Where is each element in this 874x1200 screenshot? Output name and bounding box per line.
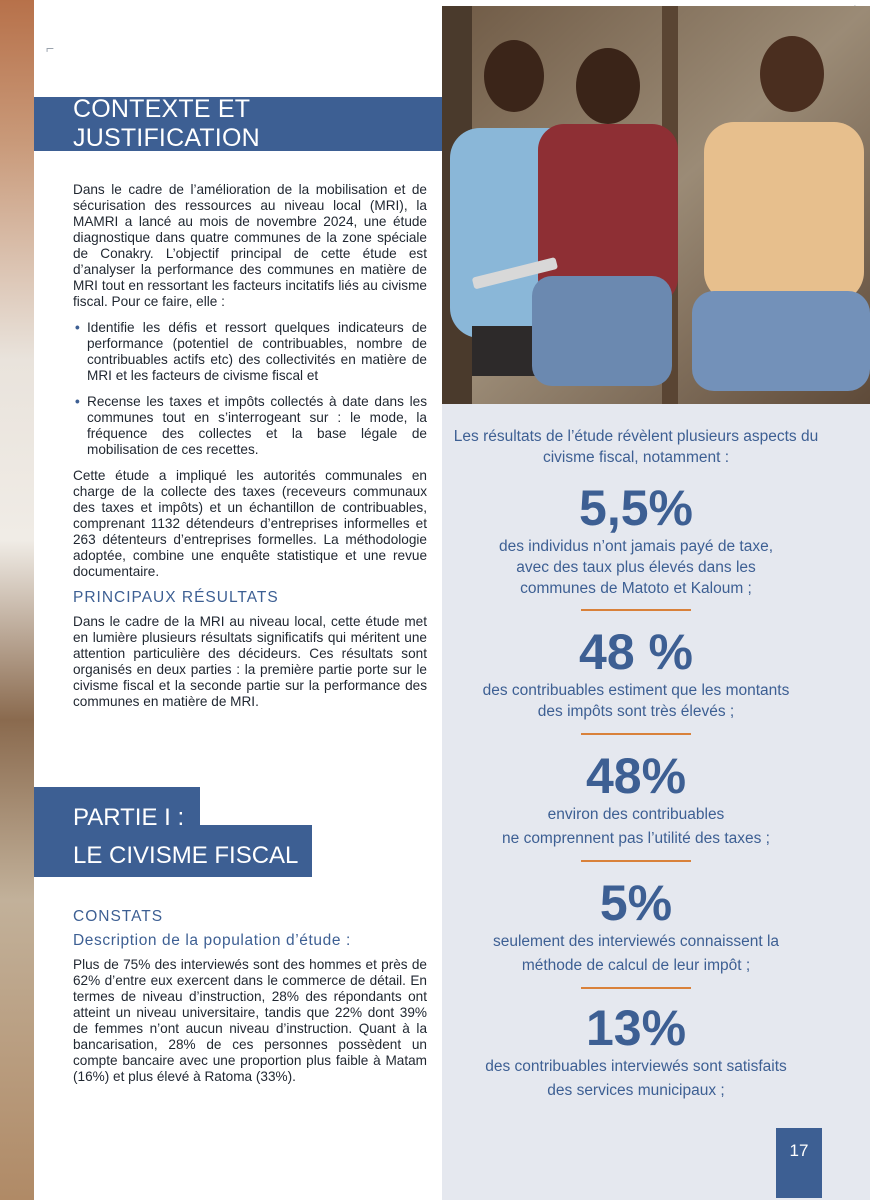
stat-desc-line: des individus n’ont jamais payé de taxe,: [499, 538, 773, 555]
stat-value: 48 %: [579, 624, 693, 680]
stat-block: [442, 624, 830, 722]
list-item: • Recense les taxes et impôts collectés à date dans les communes tout en s’interrogeant sur : le mode, la fréquence des collectes et la base légale de mobilisation de ces recettes.: [73, 394, 427, 458]
partie-line2: LE CIVISME FISCAL: [73, 842, 299, 869]
family-photo-illustration: [442, 6, 870, 404]
study-paragraph: Cette étude a impliqué les autorités communales en charge de la collecte des taxes (receveurs communaux des taxes et impôts) et un échantillon de contribuables, comprenant 1132 détendeurs d’entreprises informelles et 263 détenteurs d’entreprises formelles. La méthodologie adoptée, combine une enquête statistique et une revue documentaire.: [73, 468, 427, 579]
crop-mark-icon: ⌐: [46, 40, 55, 56]
stat-block: [442, 1000, 830, 1101]
stat-value: 48%: [585, 748, 687, 804]
stat-desc-line: des contribuables estiment que les montants: [482, 682, 790, 699]
description-paragraph: Plus de 75% des interviewés sont des hommes et près de 62% d’entre eux exercent dans le commerce de détail. En termes de niveau d’instruction, 28% des répondants ont atteint un niveau universitaire, tandis que 22% dont 39% de femmes n’ont aucun niveau d’instruction. Quant à la bancarisation, 28% de ces personnes possèdent un compte bancaire avec une proportion plus faible à Matam (16%) et plus élevé à Ratoma (33%).: [73, 957, 427, 1084]
partie-line1: PARTIE I :: [73, 804, 185, 831]
stat-block: [442, 480, 830, 599]
stat-divider: [581, 609, 691, 611]
context-paragraph: Dans le cadre de l’amélioration de la mobilisation et de sécurisation des ressources au niveau local (MRI), la MAMRI a lancé au mois de novembre 2024, une étude diagnostique dans quatre communes de la zone spéciale de Conakry. L’objectif principal de cette étude est d’analyser la performance des communes en matière de MRI tout en ressortant les facteurs incitatifs liés au civisme fiscal. Pour ce faire, elle :: [73, 182, 427, 309]
partie-heading: [73, 799, 298, 875]
stat-desc-line: des contribuables interviewés sont satisfaits: [485, 1058, 787, 1075]
principaux-heading: PRINCIPAUX RÉSULTATS: [73, 589, 279, 606]
stat-divider: [581, 860, 691, 862]
stat-value: 5%: [599, 875, 673, 931]
stat-value: 13%: [585, 1000, 687, 1056]
list-item: • Identifie les défis et ressort quelques indicateurs de performance (potentiel de contribuables, nombre de contribuables actifs etc) des collectivités en matière de MRI et les facteurs de civisme fiscal et: [73, 320, 427, 384]
constats-heading: CONSTATS: [73, 908, 164, 925]
stat-divider: [581, 733, 691, 735]
principaux-paragraph: Dans le cadre de la MRI au niveau local, cette étude met en lumière plusieurs résultats significatifs qui méritent une attention particulière des décideurs. Ces résultats sont organisés en deux parties : la première partie porte sur le civisme fiscal et la seconde partie sur la performance des communes en matière de MRI.: [73, 614, 427, 709]
stat-block: [442, 748, 830, 849]
section-title-bar: [34, 97, 442, 151]
stat-desc-line: environ des contribuables: [547, 806, 725, 823]
description-heading: Description de la population d’étude :: [73, 932, 351, 949]
results-intro: Les résultats de l’étude révèlent plusieurs aspects du civisme fiscal, notamment :: [453, 428, 819, 466]
stat-value: 5,5%: [579, 480, 693, 536]
stat-block: [442, 875, 830, 976]
context-section: [73, 182, 427, 720]
stat-desc-line: seulement des interviewés connaissent la: [492, 933, 780, 950]
background-photo-edge: [0, 0, 34, 1200]
stat-desc-line: avec des taux plus élevés dans les: [516, 559, 756, 576]
stat-desc-line: des impôts sont très élevés ;: [537, 703, 735, 720]
family-photo: [442, 6, 870, 404]
stat-desc-line: des services municipaux ;: [547, 1082, 725, 1099]
stat-desc-line: communes de Matoto et Kaloum ;: [520, 580, 752, 597]
stat-desc-line: ne comprennent pas l’utilité des taxes ;: [502, 830, 770, 847]
constats-section: [73, 909, 427, 1095]
page-number: 17: [776, 1128, 822, 1198]
objectives-list: [73, 320, 427, 458]
stat-divider: [581, 987, 691, 989]
section-title: CONTEXTE ET JUSTIFICATION: [73, 95, 260, 152]
stat-desc-line: méthode de calcul de leur impôt ;: [521, 957, 751, 974]
